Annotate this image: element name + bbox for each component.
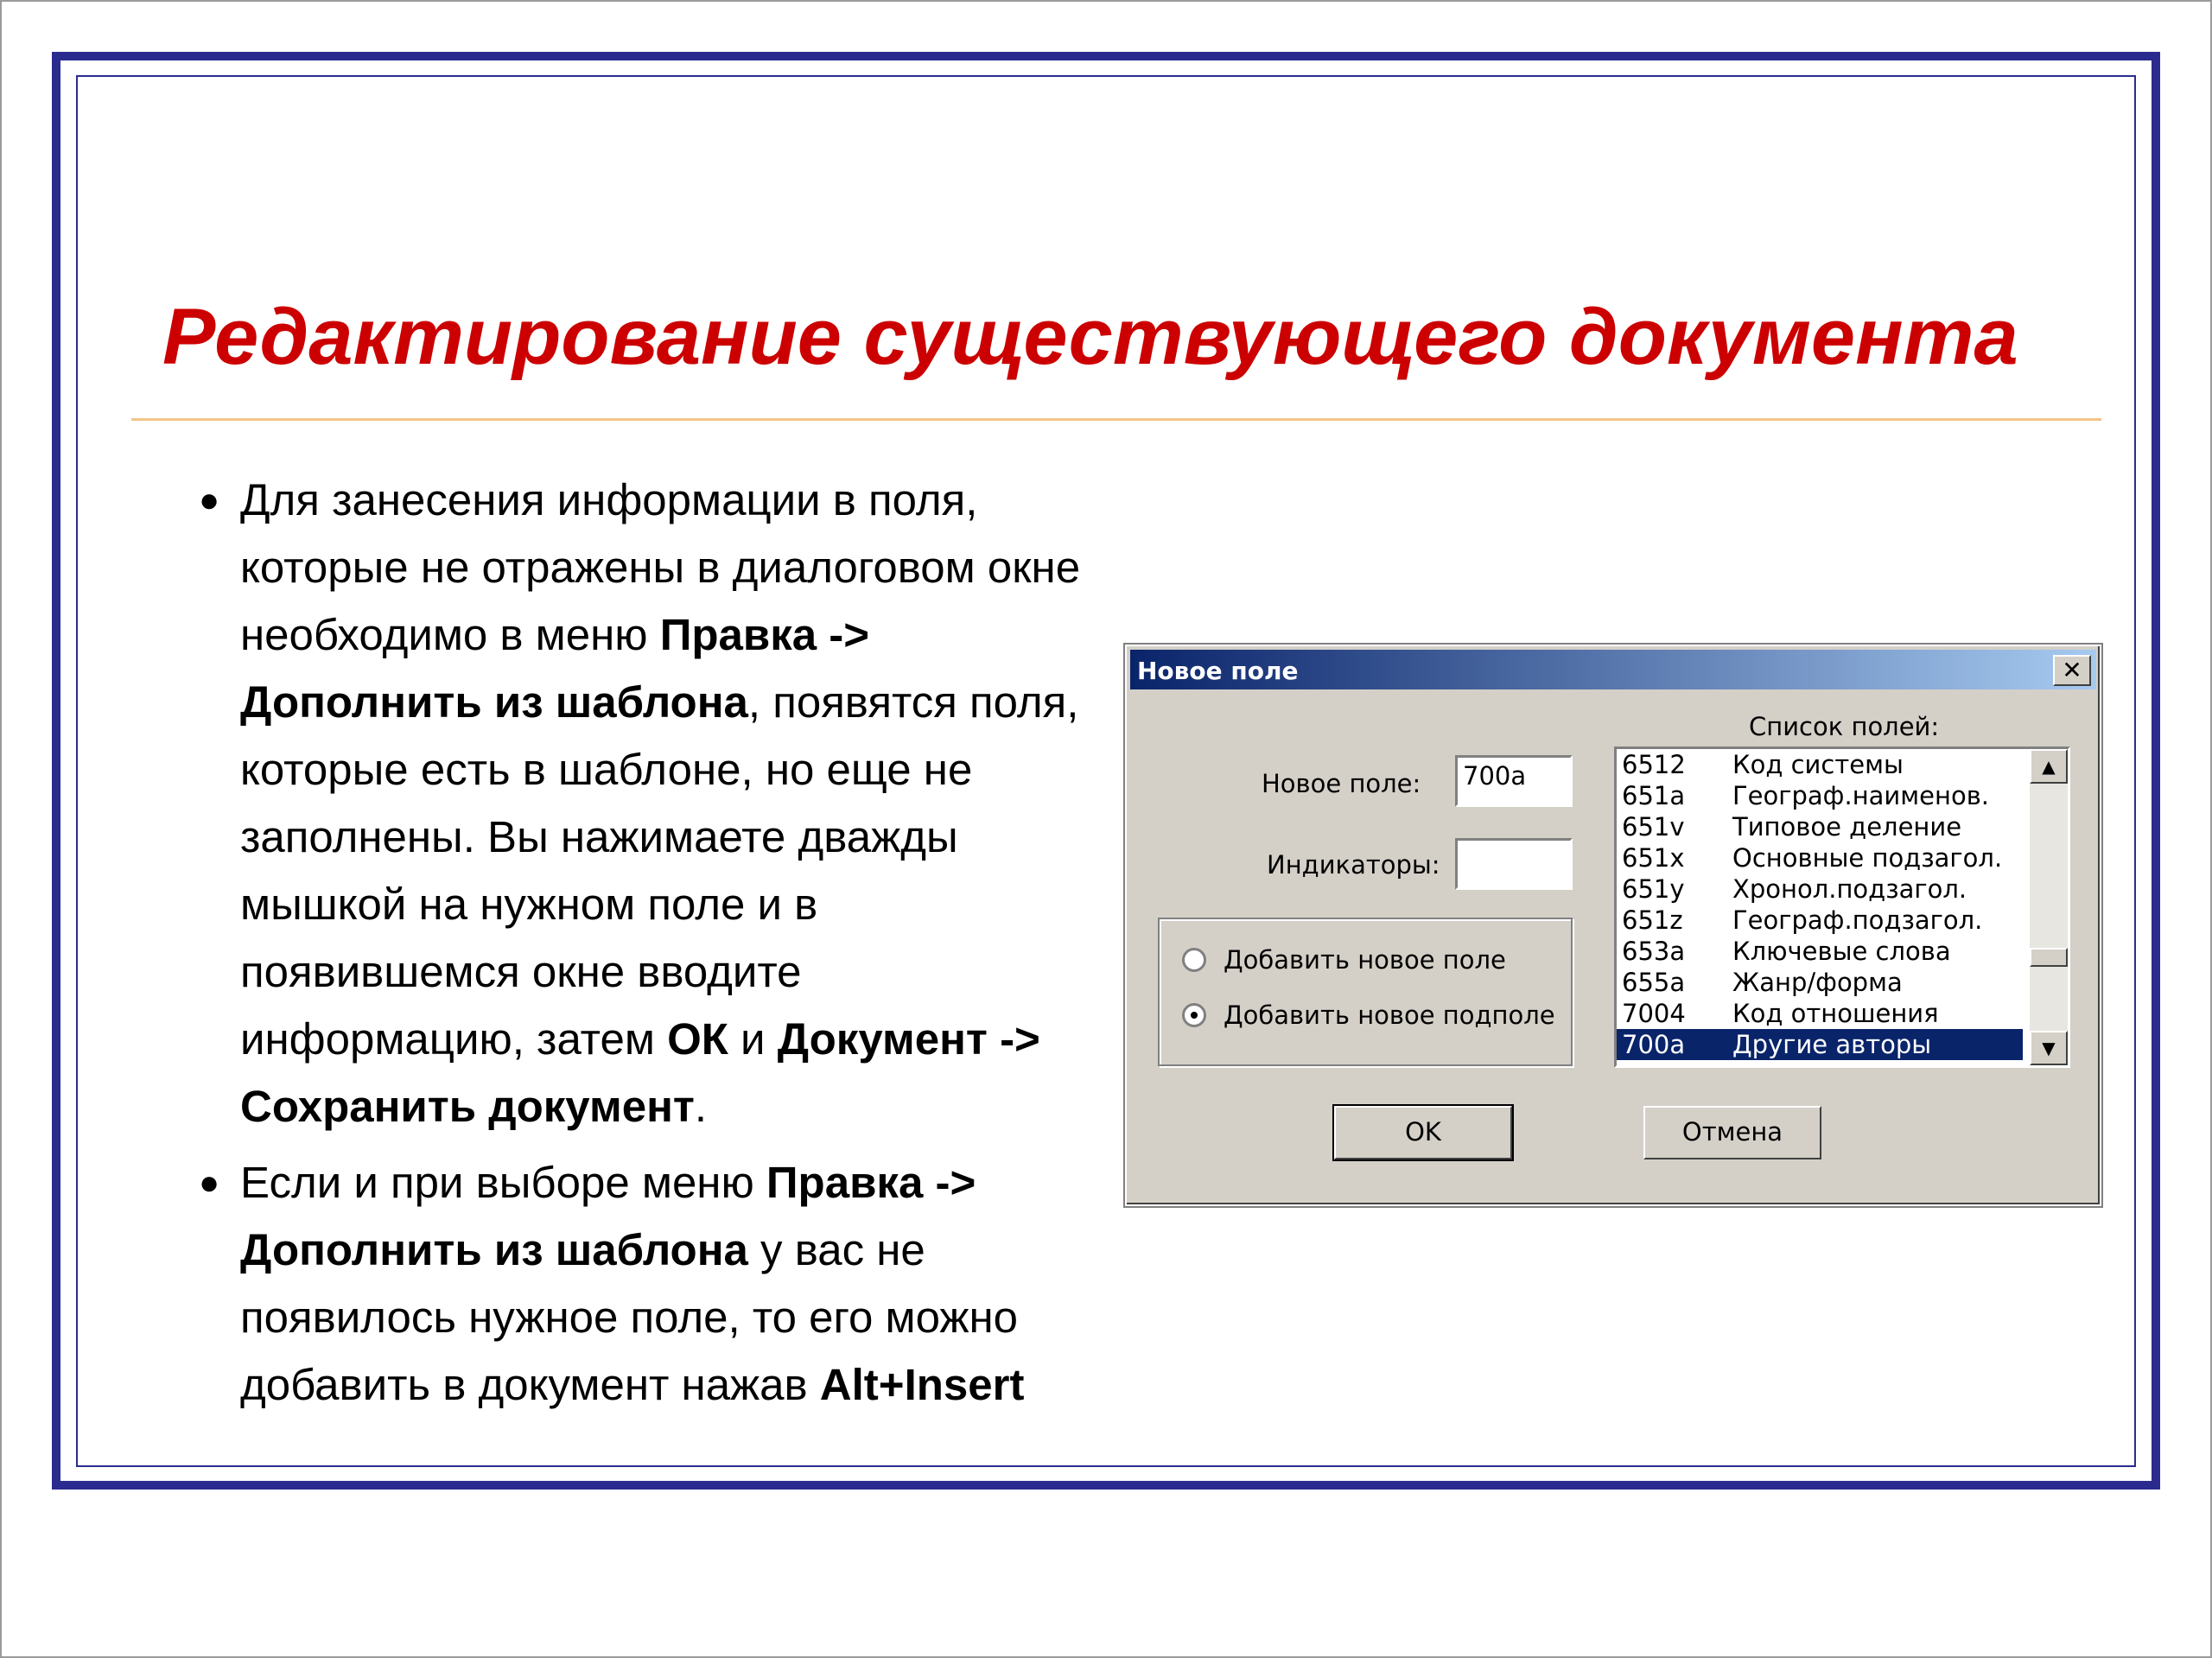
list-item[interactable] — [1617, 1029, 2023, 1060]
scroll-down-button[interactable] — [2030, 1031, 2068, 1065]
list-item-code: 651z — [1622, 905, 1683, 935]
close-icon: ✕ — [2062, 656, 2082, 684]
bullet-item — [199, 467, 1097, 1140]
bullet-run: и — [728, 1014, 778, 1064]
list-item-name: Хронол.подзагол. — [1732, 874, 1967, 904]
radio-add-subfield[interactable] — [1182, 1001, 1555, 1030]
bullet-text — [240, 467, 1097, 1140]
title-divider — [131, 418, 2101, 421]
list-item-name: Географ.наименов. — [1732, 781, 1990, 810]
list-item[interactable] — [1617, 998, 2023, 1029]
list-item-name: Ключевые слова — [1732, 937, 1951, 966]
list-item-name: Типовое деление — [1732, 812, 1962, 842]
field-list[interactable] — [1614, 746, 2070, 1068]
list-item[interactable] — [1617, 842, 2023, 873]
bullet-emphasis: Документ -> Сохранить документ — [240, 1014, 1040, 1131]
dialog-titlebar[interactable] — [1130, 650, 2096, 689]
list-item[interactable] — [1617, 811, 2023, 842]
list-item-code: 651x — [1622, 843, 1685, 873]
dialog-title: Новое поле — [1137, 657, 1299, 685]
bullet-emphasis: Правка -> Дополнить из шаблона — [240, 1158, 976, 1274]
bullet-run: , появятся поля, которые есть в шаблоне, но еще не заполнены. Вы нажимаете дважды мышкой на нужном поле и в появившемся окне вводите информацию, затем — [240, 677, 1079, 1064]
radio-add-field-label: Добавить новое поле — [1224, 945, 1506, 975]
bullet-run: Если и при выборе меню — [240, 1158, 766, 1207]
list-item[interactable] — [1617, 749, 2023, 780]
list-item-name: Код системы — [1732, 750, 1904, 779]
bullet-run: . — [694, 1082, 708, 1131]
new-field-input[interactable] — [1455, 755, 1573, 807]
bullet-text — [240, 1149, 1097, 1419]
field-list-scrollbar[interactable] — [2030, 749, 2068, 1065]
list-item-code: 6512 — [1622, 750, 1686, 779]
list-item-code: 651a — [1622, 781, 1686, 810]
list-item-name: Основные подзагол. — [1732, 843, 2003, 873]
list-item[interactable] — [1617, 905, 2023, 936]
ok-button[interactable]: OK — [1334, 1106, 1512, 1159]
bullet-emphasis: Правка -> Дополнить из шаблона — [240, 610, 870, 727]
list-item-code: 655a — [1622, 968, 1686, 997]
bullet-run: Для занесения информации в поля, которые не отражены в диалоговом окне необходимо в меню — [240, 475, 1081, 659]
list-item[interactable] — [1617, 936, 2023, 967]
list-item-name: Код отношения — [1732, 999, 1939, 1028]
bullet-list — [199, 467, 1097, 1427]
list-item[interactable] — [1617, 967, 2023, 998]
list-item-code: 653a — [1622, 937, 1686, 966]
new-field-value: 700a — [1463, 761, 1527, 791]
bullet-item — [199, 1149, 1097, 1419]
list-item-name: Другие авторы — [1732, 1030, 1932, 1059]
radio-button-add-field[interactable] — [1182, 948, 1206, 972]
radio-add-field[interactable] — [1182, 945, 1506, 975]
indicators-label: Индикаторы: — [1267, 850, 1440, 880]
cancel-button[interactable]: Отмена — [1643, 1106, 1821, 1159]
radio-add-subfield-label: Добавить новое подполе — [1224, 1001, 1555, 1030]
bullet-marker: ● — [199, 481, 220, 519]
list-item[interactable] — [1617, 873, 2023, 905]
list-item-code: 651y — [1622, 874, 1685, 904]
list-item[interactable] — [1617, 780, 2023, 811]
list-item-code: 7004 — [1622, 999, 1686, 1028]
field-type-group — [1158, 918, 1573, 1066]
scroll-up-button[interactable] — [2030, 749, 2068, 784]
list-item-code: 651v — [1622, 812, 1685, 842]
bullet-emphasis: ОК — [667, 1014, 728, 1064]
scroll-thumb[interactable] — [2030, 948, 2068, 967]
list-item-code: 700a — [1622, 1030, 1686, 1059]
close-button[interactable] — [2053, 655, 2091, 686]
bullet-emphasis: Alt+Insert — [819, 1360, 1025, 1409]
list-item-name: Жанр/форма — [1732, 968, 1903, 997]
new-field-dialog — [1125, 645, 2101, 1206]
list-item-name: Географ.подзагол. — [1732, 905, 1983, 935]
bullet-marker: ● — [199, 1164, 220, 1202]
new-field-label: Новое поле: — [1262, 769, 1421, 798]
scroll-up-icon: ▲ — [2042, 756, 2056, 777]
slide-title: Редактирование существующего документа — [162, 293, 2018, 381]
radio-button-add-subfield[interactable] — [1182, 1003, 1206, 1027]
field-list-label: Список полей: — [1749, 712, 1940, 741]
field-list-rows — [1617, 749, 2068, 1060]
indicators-input[interactable] — [1455, 838, 1573, 890]
scroll-down-icon: ▼ — [2042, 1038, 2056, 1058]
bullet-run: у вас не появилось нужное поле, то его можно добавить в документ нажав — [240, 1225, 1019, 1409]
